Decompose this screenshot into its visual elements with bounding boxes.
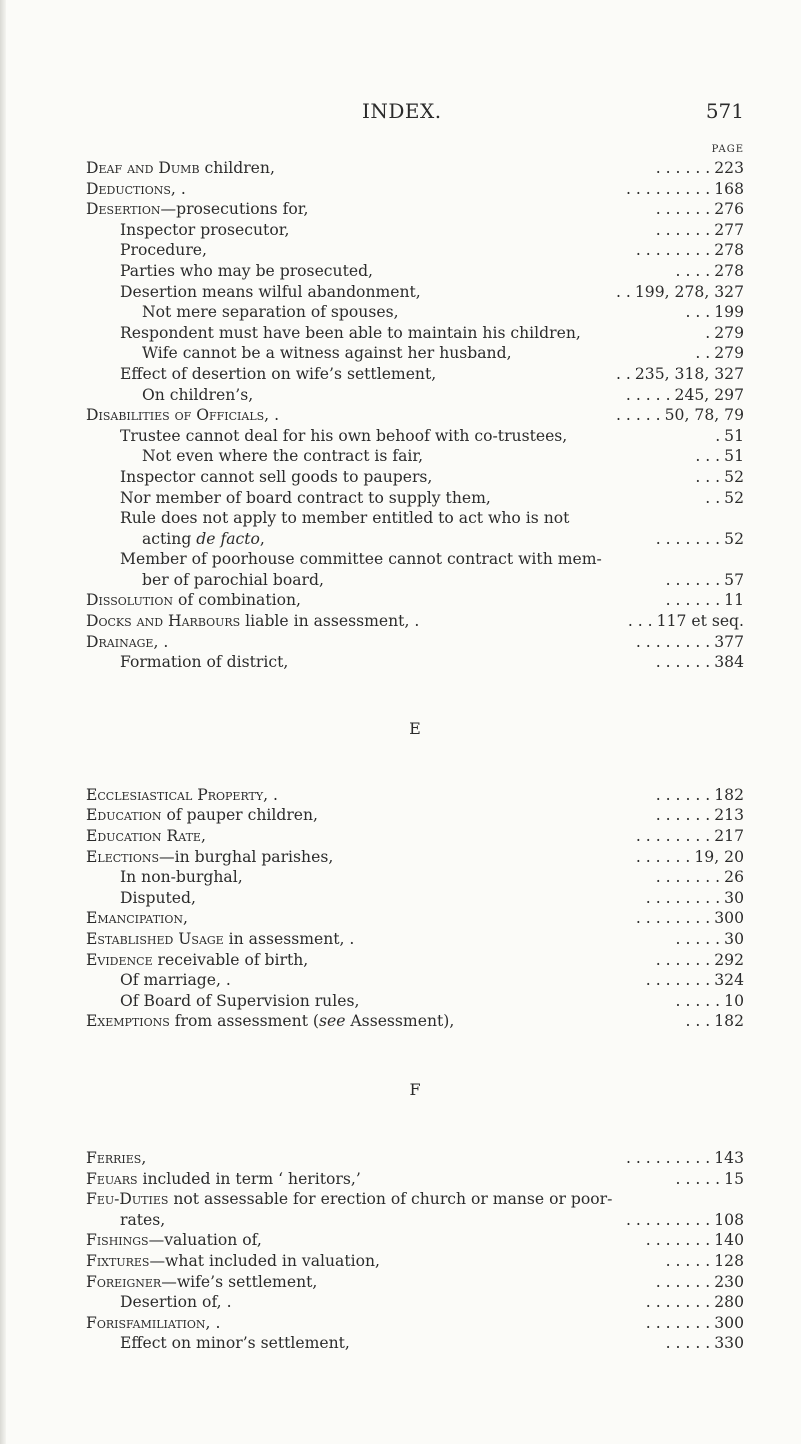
index-entry	[86, 282, 744, 303]
dot-leader: . .	[616, 364, 631, 383]
index-entry	[86, 1251, 744, 1272]
page-reference: 300	[714, 909, 744, 928]
index-entry	[86, 652, 744, 673]
entry-text	[120, 240, 207, 261]
entry-description: Not mere separation of spouses,	[142, 303, 399, 322]
page-reference: 182	[714, 1012, 744, 1031]
entry-text	[142, 570, 324, 591]
entry-description: Trustee cannot deal for his own behoof with co-trustees,	[120, 426, 568, 445]
dot-leader: . . .	[685, 303, 711, 322]
entry-heading: Ecclesiastical Property	[86, 785, 264, 804]
section-letter: E	[409, 718, 421, 738]
entry-text	[120, 467, 432, 488]
entry-description: Inspector prosecutor,	[120, 220, 290, 239]
entry-text	[86, 908, 188, 929]
dot-leader: . . .	[695, 447, 721, 466]
dot-leader: . . . . .	[625, 385, 671, 404]
dot-leader: . . . . .	[665, 1334, 711, 1353]
dot-leader: .	[715, 426, 721, 445]
entry-text	[86, 1148, 146, 1169]
page-reference: 199	[714, 303, 744, 322]
dot-leader: . . . . . . . . .	[625, 1148, 711, 1167]
dot-leader: . . . . . .	[635, 847, 691, 866]
index-entry	[86, 1333, 744, 1354]
entry-text	[120, 364, 436, 385]
entry-text	[142, 446, 423, 467]
entry-text	[120, 970, 231, 991]
entry-text	[86, 199, 308, 220]
entry-description: ,	[200, 827, 206, 846]
dot-leader: . . . . . .	[655, 785, 711, 804]
entry-text	[86, 179, 186, 200]
entry-text	[120, 652, 288, 673]
index-entry	[86, 240, 744, 261]
entry-description: ,	[141, 1148, 147, 1167]
index-entry	[86, 805, 744, 826]
entry-description: Effect on minor’s settlement,	[120, 1334, 350, 1353]
entry-description: On children’s,	[142, 385, 254, 404]
entry-heading: Elections	[86, 847, 159, 866]
entry-description: , .	[205, 1313, 221, 1332]
entry-heading: Deaf and Dumb	[86, 159, 200, 177]
dot-leader: . . . . .	[665, 1251, 711, 1270]
page-reference: 235, 318, 327	[634, 364, 744, 383]
dot-leader: . . . . .	[675, 991, 721, 1010]
entry-text	[120, 549, 602, 570]
entry-heading: Fixtures	[86, 1251, 150, 1270]
dot-leader: . . . . . .	[655, 220, 711, 239]
page-reference: 51	[724, 426, 744, 445]
entry-text	[142, 385, 253, 406]
entry-text	[86, 1169, 361, 1190]
dot-leader: . . . . . . . . .	[625, 179, 711, 198]
page-reference: 217	[714, 827, 744, 846]
page-reference: 330	[714, 1334, 744, 1353]
entry-description: Disputed,	[120, 888, 196, 907]
entry-heading: Feu-Duties	[86, 1190, 169, 1209]
index-entry	[86, 1189, 744, 1210]
dot-leader: . . . .	[675, 261, 711, 280]
section-spacer	[86, 739, 744, 785]
entry-heading: Dissolution	[86, 591, 174, 610]
dot-leader: . . . . . . .	[645, 1231, 711, 1250]
entry-text	[86, 805, 318, 826]
entry-description: of combination,	[173, 591, 301, 610]
dot-leader: . . . . . . . .	[635, 909, 711, 928]
entry-text	[120, 1210, 165, 1231]
index-entry	[86, 508, 744, 529]
entry-text	[120, 1292, 232, 1313]
dot-leader: . . . . .	[675, 1169, 721, 1188]
dot-leader: . . . . . . . .	[635, 632, 711, 651]
section-spacer	[86, 1032, 744, 1080]
section-spacer	[86, 1100, 744, 1148]
page-reference: 377	[714, 632, 744, 651]
entry-heading: Foreigner	[86, 1272, 162, 1291]
index-entry	[86, 405, 744, 426]
entry-text	[86, 950, 308, 971]
index-entry	[86, 632, 744, 653]
index-entry	[86, 950, 744, 971]
entry-text	[120, 426, 567, 447]
index-page	[86, 96, 744, 1354]
entry-description: ,	[183, 909, 189, 928]
page-reference: 277	[714, 220, 744, 239]
index-entry	[86, 590, 744, 611]
page-reference: 19, 20	[694, 847, 744, 866]
page-reference: 168	[714, 179, 744, 198]
index-entry	[86, 1148, 744, 1169]
entry-heading: Drainage	[86, 632, 154, 651]
index-entry	[86, 1313, 744, 1334]
entry-heading: Evidence	[86, 950, 153, 969]
page-reference: 182	[714, 785, 744, 804]
index-entry	[86, 302, 744, 323]
index-entry	[86, 426, 744, 447]
entry-heading: Exemptions	[86, 1012, 170, 1031]
index-entry	[86, 199, 744, 220]
dot-leader: . . . . . . .	[645, 1293, 711, 1312]
entry-description: of pauper children,	[161, 806, 318, 825]
entry-text	[86, 1272, 317, 1293]
dot-leader: . . . . . .	[655, 806, 711, 825]
entry-description: included in term ‘ heritors,’	[137, 1169, 361, 1188]
page-reference: 143	[714, 1148, 744, 1167]
entry-description: Not even where the contract is fair,	[142, 447, 424, 466]
dot-leader: . . .	[685, 1012, 711, 1031]
entry-description: Parties who may be prosecuted,	[120, 261, 374, 280]
dot-leader: .	[705, 323, 711, 342]
index-entry	[86, 549, 744, 570]
dot-leader: . . . . . . .	[645, 1313, 711, 1332]
entry-description: in assessment, .	[223, 930, 355, 948]
entry-italic: de facto	[196, 529, 260, 548]
dot-leader: . . . . . .	[665, 591, 721, 610]
entry-heading: Desertion	[86, 200, 161, 219]
entry-description: acting	[142, 529, 197, 548]
index-entry	[86, 467, 744, 488]
entry-heading: Fishings	[86, 1231, 149, 1250]
page-reference: 140	[714, 1231, 744, 1250]
index-entry	[86, 826, 744, 847]
entry-text	[120, 1333, 350, 1354]
entry-description: Of Board of Supervision rules,	[120, 991, 360, 1010]
dot-leader: . . . . . .	[655, 950, 711, 969]
index-entry	[86, 446, 744, 467]
index-entry	[86, 929, 744, 950]
entry-heading: Education	[86, 806, 162, 825]
entry-description: not assessable for erection of church or manse or poor-	[168, 1190, 613, 1209]
entry-description: Member of poorhouse committee cannot contract with mem-	[120, 550, 602, 569]
entry-description: , .	[264, 406, 280, 425]
entry-heading: Education Rate	[86, 827, 201, 846]
index-entry	[86, 1230, 744, 1251]
entry-text	[120, 991, 359, 1012]
page-reference: 279	[714, 323, 744, 342]
page-reference: 128	[714, 1251, 744, 1270]
index-entry	[86, 220, 744, 241]
index-entry	[86, 1210, 744, 1231]
entry-text	[86, 1230, 262, 1251]
entry-description: from assessment (	[169, 1012, 319, 1031]
entry-text	[120, 323, 581, 344]
entry-description: liable in assessment, .	[240, 612, 420, 631]
index-entry	[86, 785, 744, 806]
entry-description: Effect of desertion on wife’s settlement,	[120, 364, 437, 383]
entry-text	[86, 158, 275, 179]
dot-leader: . . . . . . . .	[635, 241, 711, 260]
index-entry	[86, 570, 744, 591]
entry-description: Wife cannot be a witness against her husband,	[142, 344, 512, 363]
page-reference: 10	[724, 991, 744, 1010]
page-reference: 30	[724, 888, 744, 907]
entry-text	[86, 632, 168, 653]
entry-description: receivable of birth,	[152, 950, 309, 969]
dot-leader: . . . . . . .	[645, 971, 711, 990]
index-entry	[86, 1011, 744, 1032]
entry-description: rates,	[120, 1210, 166, 1229]
entry-text	[86, 1011, 454, 1032]
dot-leader: . . .	[695, 467, 721, 486]
entry-description: Desertion of, .	[120, 1293, 232, 1312]
entry-description: —valuation of,	[148, 1231, 262, 1250]
entry-text	[142, 302, 399, 323]
dot-leader: . . . . . . . .	[645, 888, 721, 907]
entry-heading: Ferries	[86, 1148, 142, 1167]
page-reference: 276	[714, 200, 744, 219]
entry-heading: Emancipation	[86, 909, 184, 928]
dot-leader: . . . . . .	[665, 570, 721, 589]
page-column-label: PAGE	[711, 144, 744, 155]
page-reference: 52	[724, 488, 744, 507]
index-entry	[86, 261, 744, 282]
entry-text	[86, 826, 206, 847]
entry-text	[120, 261, 373, 282]
index-entry	[86, 323, 744, 344]
dot-leader: . . . . .	[675, 930, 721, 948]
page-reference: 300	[714, 1313, 744, 1332]
index-entry	[86, 611, 744, 632]
entry-text	[86, 785, 278, 806]
page-number: 571	[705, 99, 744, 123]
index-entry	[86, 1272, 744, 1293]
entry-text	[86, 611, 419, 632]
dot-leader: . . . . . .	[655, 159, 711, 177]
entry-description: , .	[153, 632, 169, 651]
entry-text	[86, 1313, 220, 1334]
entry-description-end: ,	[259, 529, 265, 548]
entry-text	[86, 929, 354, 950]
entry-description: Desertion means wilful abandonment,	[120, 282, 421, 301]
page-reference: 57	[724, 570, 744, 589]
dot-leader: . . . . . .	[655, 200, 711, 219]
entry-text	[120, 508, 569, 529]
entry-heading: Deductions	[86, 179, 171, 198]
entry-text	[120, 888, 196, 909]
entry-description: —what included in valuation,	[149, 1251, 380, 1270]
entry-heading: Docks and Harbours	[86, 612, 241, 631]
index-entry	[86, 970, 744, 991]
entry-text	[86, 1189, 612, 1210]
entry-description: , .	[263, 785, 279, 804]
entry-text	[120, 867, 243, 888]
dot-leader: . .	[705, 488, 721, 507]
entry-text	[120, 220, 289, 241]
entry-description: Inspector cannot sell goods to paupers,	[120, 467, 433, 486]
page-reference: 278	[714, 261, 744, 280]
entry-text	[142, 529, 265, 550]
index-section	[86, 158, 744, 673]
page-reference: 15	[724, 1169, 744, 1188]
entry-heading: Forisfamiliation	[86, 1313, 206, 1332]
entry-text	[86, 847, 333, 868]
index-entry	[86, 1292, 744, 1313]
dot-leader: . . . . . . .	[655, 868, 721, 887]
index-entry	[86, 179, 744, 200]
page-reference: 278	[714, 241, 744, 260]
entry-italic: see	[319, 1012, 346, 1031]
index-entry	[86, 888, 744, 909]
page-reference: 384	[714, 653, 744, 672]
dot-leader: . . . . . . . . .	[625, 1210, 711, 1229]
entry-description: Of marriage, .	[120, 971, 231, 990]
entry-description: Procedure,	[120, 241, 207, 260]
entry-description-end: Assessment),	[345, 1012, 455, 1031]
page-binding-edge	[0, 0, 6, 1444]
dot-leader: . .	[695, 344, 711, 363]
index-entry	[86, 364, 744, 385]
entry-description: Formation of district,	[120, 653, 289, 672]
running-head-title: INDEX.	[362, 99, 442, 123]
entry-description: —in burghal parishes,	[159, 847, 334, 866]
page-reference: 213	[714, 806, 744, 825]
entry-heading: Disabilities of Officials	[86, 406, 265, 425]
index-entry	[86, 847, 744, 868]
index-entry	[86, 158, 744, 179]
entry-text	[86, 405, 279, 426]
dot-leader: . . . . . .	[655, 653, 711, 672]
index-entry	[86, 867, 744, 888]
entry-description: , .	[170, 179, 186, 198]
page-reference: 230	[714, 1272, 744, 1291]
index-entry	[86, 385, 744, 406]
page-reference: 52	[724, 529, 744, 548]
entry-text	[120, 488, 491, 509]
entry-description: —prosecutions for,	[160, 200, 309, 219]
index-section	[86, 1032, 744, 1354]
index-entry	[86, 1169, 744, 1190]
section-spacer	[86, 673, 744, 719]
index-entry	[86, 488, 744, 509]
entry-text	[120, 282, 421, 303]
entry-text	[86, 590, 301, 611]
page-reference: 51	[724, 447, 744, 466]
page-reference: 30	[724, 930, 744, 948]
dot-leader: . .	[616, 282, 631, 301]
entry-description: ber of parochial board,	[142, 570, 324, 589]
page-reference: 279	[714, 344, 744, 363]
entry-heading: Feuars	[86, 1169, 138, 1188]
entry-text	[142, 343, 512, 364]
page-reference: 117 et seq.	[656, 612, 744, 631]
dot-leader: . . .	[627, 612, 653, 631]
entry-description: Nor member of board contract to supply them,	[120, 488, 491, 507]
page-reference: 324	[714, 971, 744, 990]
index-entry	[86, 343, 744, 364]
page-reference: 223	[714, 159, 744, 177]
entry-description: children,	[199, 159, 275, 177]
entry-description: In non-burghal,	[120, 868, 243, 887]
dot-leader: . . . . .	[616, 406, 661, 425]
page-reference: 52	[724, 467, 744, 486]
entry-description: —wife’s settlement,	[161, 1272, 318, 1291]
entry-text	[86, 1251, 380, 1272]
page-reference: 11	[724, 591, 744, 610]
index-sections	[86, 158, 744, 1354]
index-entry	[86, 908, 744, 929]
entry-description: Respondent must have been able to maintain his children,	[120, 323, 581, 342]
page-reference: 199, 278, 327	[634, 282, 744, 301]
page-reference: 292	[714, 950, 744, 969]
entry-heading: Established Usage	[86, 930, 224, 948]
page-reference: 50, 78, 79	[664, 406, 744, 425]
page-reference: 26	[724, 868, 744, 887]
index-entry	[86, 991, 744, 1012]
dot-leader: . . . . . . . .	[635, 827, 711, 846]
dot-leader: . . . . . . .	[655, 529, 721, 548]
section-letter: F	[409, 1079, 421, 1099]
index-entry	[86, 529, 744, 550]
dot-leader: . . . . . .	[655, 1272, 711, 1291]
entry-description: Rule does not apply to member entitled to act who is not	[120, 509, 570, 528]
page-reference: 245, 297	[674, 385, 744, 404]
page-reference: 108	[714, 1210, 744, 1229]
index-section	[86, 673, 744, 1032]
page-reference: 280	[714, 1293, 744, 1312]
